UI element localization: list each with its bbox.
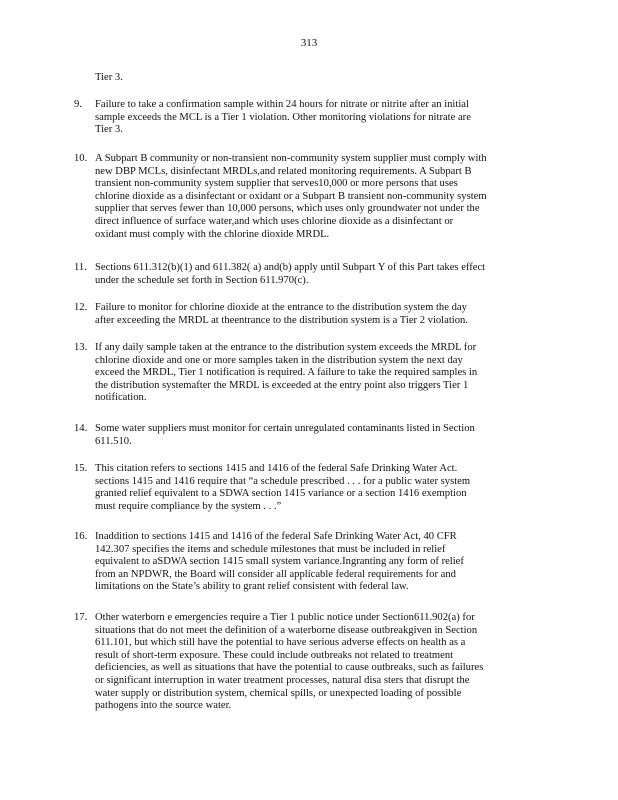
note-text: Inaddition to sections 1415 and 1416 of the federal Safe Drinking Water Act, 40 CFR 142.307 specifies the items and schedule milestones that must be included in relief equivalent to aSDWA section 1415 small system variance.Ingranting any form of relief from an NPDWR, the Board will consider all applicable federal requirements for and limitations on the State’s ability to grant relief consistent with federal law. (95, 531, 464, 593)
note-number: 10. (74, 153, 88, 164)
note-number: 13. (74, 342, 88, 353)
note-number: 11. (74, 262, 87, 273)
note-text: Failure to take a confirmation sample within 24 hours for nitrate or nitrite after an initial sample exceeds the MCL is a Tier 1 violation. Other monitoring violations for nitrate are Tier 3. (95, 99, 471, 136)
note-number: 9. (74, 99, 82, 110)
note-text: Sections 611.312(b)(1) and 611.382( a) and(b) apply until Subpart Y of this Part takes effect under the schedule set forth in Section 611.970(c). (95, 262, 486, 286)
note-number: 12. (74, 302, 88, 313)
note-text: A Subpart B community or non-transient non-community system supplier must comply with new DBP MCLs, disinfectant MRDLs,and related monitoring requirements. A Subpart B transient non-community system supplier that serves10,000 or more persons that uses chlorine dioxide as a disinfectant or oxidant or a Subpart B transient non-community system supplier that serves fewer than 10,000 persons, which uses only groundwater not under the direct influence of surface water,and which uses chlorine dioxide as a disinfectant or oxidant must comply with the chlorine dioxide MRDL. (95, 153, 487, 240)
note-text: This citation refers to sections 1415 and 1416 of the federal Safe Drinking Water Act. sections 1415 and 1416 require that “a schedule prescribed . . . for a public water system granted relief equivalent to a SDWA section 1415 variance or a section 1416 exemption must require compliance by the system . . .” (95, 463, 471, 512)
note-text: Other waterborn e emergencies require a Tier 1 public notice under Section611.902(a) for situations that do not meet the definition of a waterborne disease outbreakgiven in Section 611.101, but which still have the potential to have serious adverse effects on health as a result of short-term exposure. These could include outbreaks not related to treatment deficiencies, as well as situations that have the potential to cause outbreaks, such as failures or significant interruption in water treatment processes, natural disa sters that disrupt the water supply or distribution system, chemical spills, or unexpected loading of possible pathogens into the source water. (95, 612, 484, 712)
note-text: If any daily sample taken at the entrance to the distribution system exceeds the MRDL for chlorine dioxide and one or more samples taken in the distribution system the next day exceed the MRDL, Tier 1 notification is required. A failure to take the required samples in the distribution systemafter the MRDL is exceeded at the entry point also triggers Tier 1 notification. (95, 342, 478, 404)
note-number: 17. (74, 612, 88, 623)
note-text: Failure to monitor for chlorine dioxide at the entrance to the distribution system the day after exceeding the MRDL at theentrance to the distribution system is a Tier 2 violation. (95, 302, 468, 326)
note-number: 14. (74, 423, 88, 434)
note-number: 15. (74, 463, 88, 474)
note-number: 16. (74, 531, 88, 542)
note-text: Some water suppliers must monitor for certain unregulated contaminants listed in Section 611.510. (95, 423, 475, 447)
page-number: 313 (300, 37, 318, 49)
tier3-continuation-text: Tier 3. (95, 72, 123, 83)
